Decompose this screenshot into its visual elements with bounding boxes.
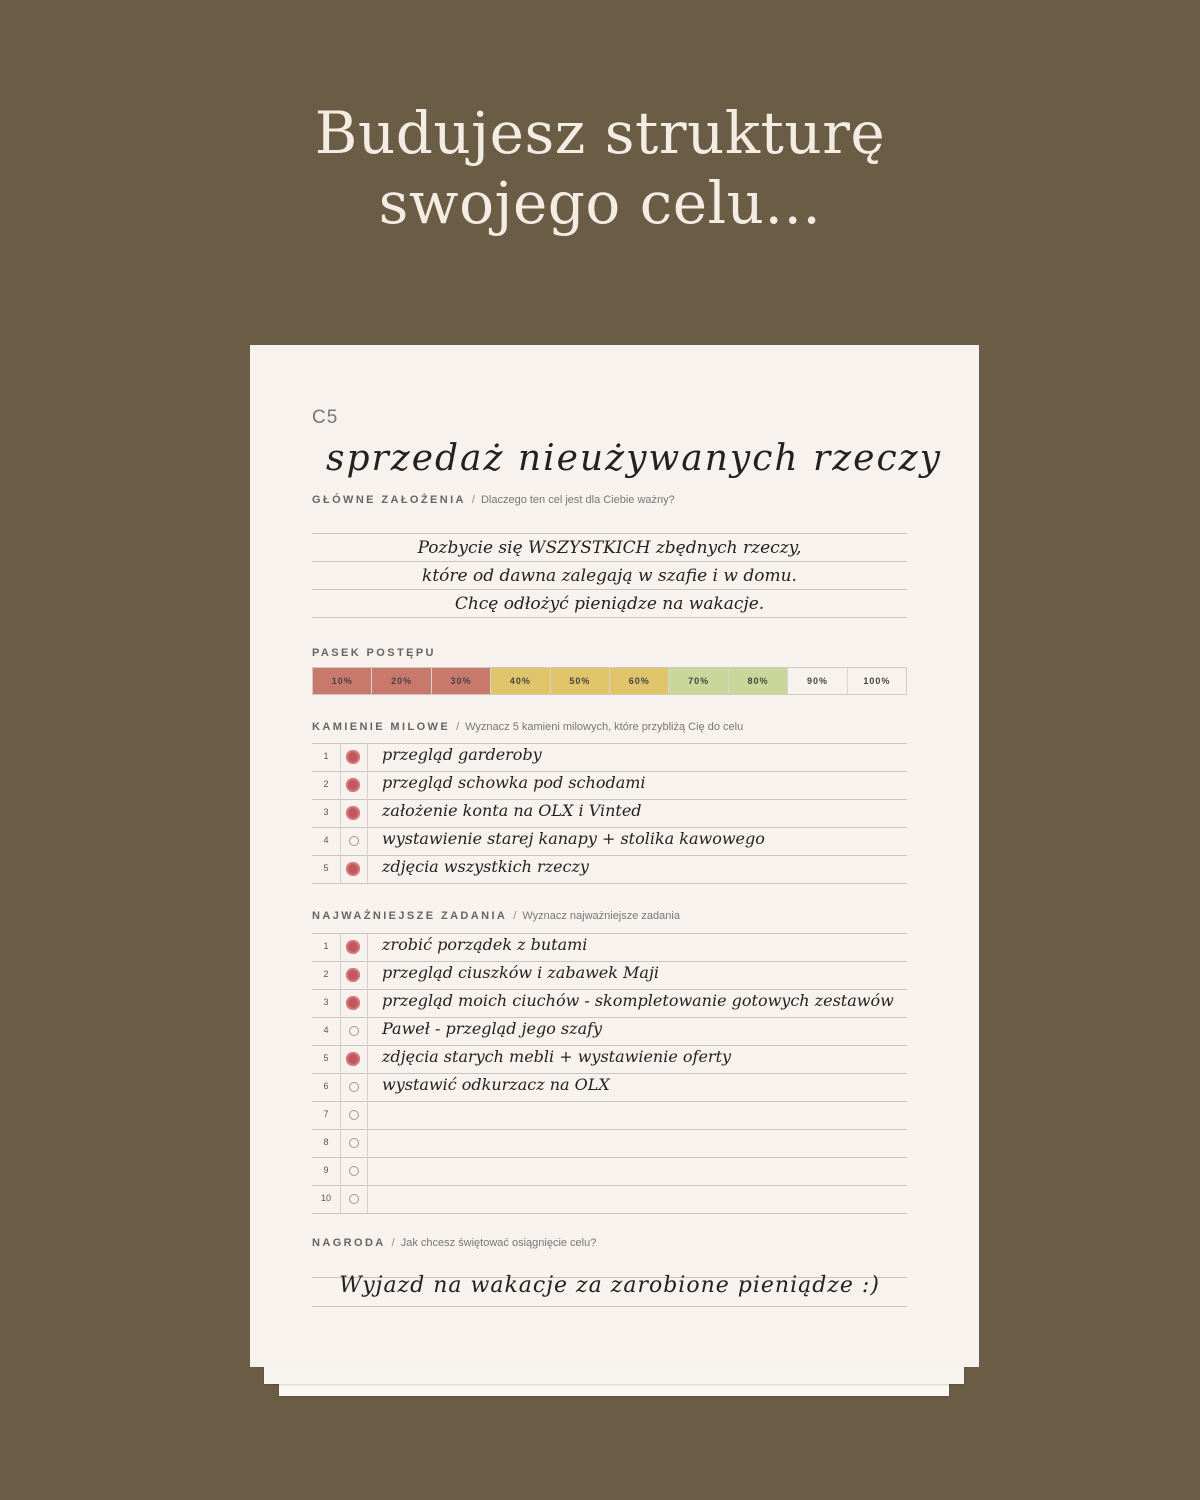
reward-label: NAGRODA xyxy=(312,1237,386,1249)
empty-circle-icon[interactable] xyxy=(349,1082,359,1092)
goals-rule xyxy=(312,617,907,618)
row-number: 4 xyxy=(323,1025,329,1035)
list-rule xyxy=(312,855,907,856)
reward-subtitle: Jak chcesz świętować osiągnięcie celu? xyxy=(400,1237,597,1249)
progress-segment: 60% xyxy=(610,668,669,694)
goals-line-3: Chcę odłożyć pieniądze na wakacje. xyxy=(454,594,765,614)
row-text: przegląd moich ciuchów - skompletowanie gotowych zestawów xyxy=(382,991,894,1010)
goal-code: C5 xyxy=(312,407,339,428)
headline xyxy=(0,98,1200,238)
row-number: 10 xyxy=(320,1193,331,1203)
planner-sheet xyxy=(250,345,979,1367)
done-mark-icon[interactable] xyxy=(346,940,360,954)
row-text: założenie konta na OLX i Vinted xyxy=(382,801,642,820)
progress-bar xyxy=(312,667,907,695)
done-mark-icon[interactable] xyxy=(346,778,360,792)
reward-text: Wyjazd na wakacje za zarobione pieniądze :) xyxy=(339,1273,880,1298)
list-rule xyxy=(312,933,907,934)
progress-segment: 30% xyxy=(432,668,491,694)
list-rule xyxy=(312,989,907,990)
row-number: 9 xyxy=(323,1165,329,1175)
row-text: wystawić odkurzacz na OLX xyxy=(382,1075,610,1094)
row-text: przegląd schowka pod schodami xyxy=(382,773,646,792)
list-rule xyxy=(312,1129,907,1130)
done-mark-icon[interactable] xyxy=(346,750,360,764)
row-text: wystawienie starej kanapy + stolika kawowego xyxy=(382,829,765,848)
empty-circle-icon[interactable] xyxy=(349,1166,359,1176)
list-rule xyxy=(312,827,907,828)
milestones-label: KAMIENIE MILOWE xyxy=(312,721,451,733)
empty-circle-icon[interactable] xyxy=(349,1194,359,1204)
empty-circle-icon[interactable] xyxy=(349,1110,359,1120)
progress-segment: 10% xyxy=(313,668,372,694)
row-number: 5 xyxy=(323,863,329,873)
row-text: przegląd garderoby xyxy=(382,745,542,764)
list-rule xyxy=(312,961,907,962)
list-rule xyxy=(312,799,907,800)
goals-line-2: które od dawna zalegają w szafie i w domu. xyxy=(422,566,797,586)
goals-rule xyxy=(312,533,907,534)
progress-segment: 50% xyxy=(551,668,610,694)
column-divider xyxy=(340,933,341,1213)
tasks-section-label: NAJWAŻNIEJSZE ZADANIA / Wyznacz najważniejsze zadania xyxy=(312,910,680,922)
row-number: 3 xyxy=(323,997,329,1007)
list-rule xyxy=(312,1101,907,1102)
goals-line-1: Pozbycie się WSZYSTKICH zbędnych rzeczy, xyxy=(417,538,802,558)
row-number: 3 xyxy=(323,807,329,817)
row-number: 1 xyxy=(323,751,329,761)
tasks-subtitle: Wyznacz najważniejsze zadania xyxy=(522,910,680,922)
milestones-section-label: KAMIENIE MILOWE / Wyznacz 5 kamieni milowych, które przybliżą Cię do celu xyxy=(312,721,744,733)
list-rule xyxy=(312,771,907,772)
done-mark-icon[interactable] xyxy=(346,1052,360,1066)
row-number: 5 xyxy=(323,1053,329,1063)
goal-title: sprzedaż nieużywanych rzeczy xyxy=(326,438,942,479)
goals-rule xyxy=(312,589,907,590)
row-text: zrobić porządek z butami xyxy=(382,935,588,954)
list-rule xyxy=(312,1157,907,1158)
headline-line-2: swojego celu... xyxy=(378,169,822,237)
list-rule xyxy=(312,1017,907,1018)
goals-section-label: GŁÓWNE ZAŁOŻENIA / Dlaczego ten cel jest dla Ciebie ważny? xyxy=(312,494,675,506)
progress-section-label: PASEK POSTĘPU xyxy=(312,647,436,659)
progress-segment: 20% xyxy=(372,668,431,694)
progress-segment: 40% xyxy=(491,668,550,694)
empty-circle-icon[interactable] xyxy=(349,1138,359,1148)
headline-line-1: Budujesz strukturę xyxy=(314,99,886,167)
list-rule xyxy=(312,743,907,744)
row-text: zdjęcia starych mebli + wystawienie oferty xyxy=(382,1047,732,1066)
goals-subtitle: Dlaczego ten cel jest dla Ciebie ważny? xyxy=(480,494,675,506)
row-text: Paweł - przegląd jego szafy xyxy=(382,1019,603,1038)
reward-rule xyxy=(312,1306,907,1307)
row-text: zdjęcia wszystkich rzeczy xyxy=(382,857,589,876)
list-rule xyxy=(312,1213,907,1214)
done-mark-icon[interactable] xyxy=(346,862,360,876)
progress-segment: 70% xyxy=(669,668,728,694)
empty-circle-icon[interactable] xyxy=(349,1026,359,1036)
tasks-label: NAJWAŻNIEJSZE ZADANIA xyxy=(312,910,508,922)
goals-label: GŁÓWNE ZAŁOŻENIA xyxy=(312,494,466,506)
column-divider xyxy=(367,933,368,1213)
row-number: 4 xyxy=(323,835,329,845)
progress-segment: 90% xyxy=(788,668,847,694)
progress-segment: 80% xyxy=(729,668,788,694)
done-mark-icon[interactable] xyxy=(346,806,360,820)
progress-segment: 100% xyxy=(863,676,891,686)
row-number: 1 xyxy=(323,941,329,951)
row-number: 6 xyxy=(323,1081,329,1091)
milestones-subtitle: Wyznacz 5 kamieni milowych, które przybliżą Cię do celu xyxy=(465,721,744,733)
row-number: 8 xyxy=(323,1137,329,1147)
column-divider xyxy=(367,743,368,883)
done-mark-icon[interactable] xyxy=(346,968,360,982)
list-rule xyxy=(312,1073,907,1074)
row-text: przegląd ciuszków i zabawek Maji xyxy=(382,963,660,982)
list-rule xyxy=(312,1185,907,1186)
list-rule xyxy=(312,883,907,884)
list-rule xyxy=(312,1045,907,1046)
empty-circle-icon[interactable] xyxy=(349,836,359,846)
row-number: 2 xyxy=(323,969,329,979)
column-divider xyxy=(340,743,341,883)
done-mark-icon[interactable] xyxy=(346,996,360,1010)
row-number: 7 xyxy=(323,1109,329,1119)
row-number: 2 xyxy=(323,779,329,789)
goals-rule xyxy=(312,561,907,562)
reward-section-label: NAGRODA / Jak chcesz świętować osiągnięcie celu? xyxy=(312,1237,597,1249)
